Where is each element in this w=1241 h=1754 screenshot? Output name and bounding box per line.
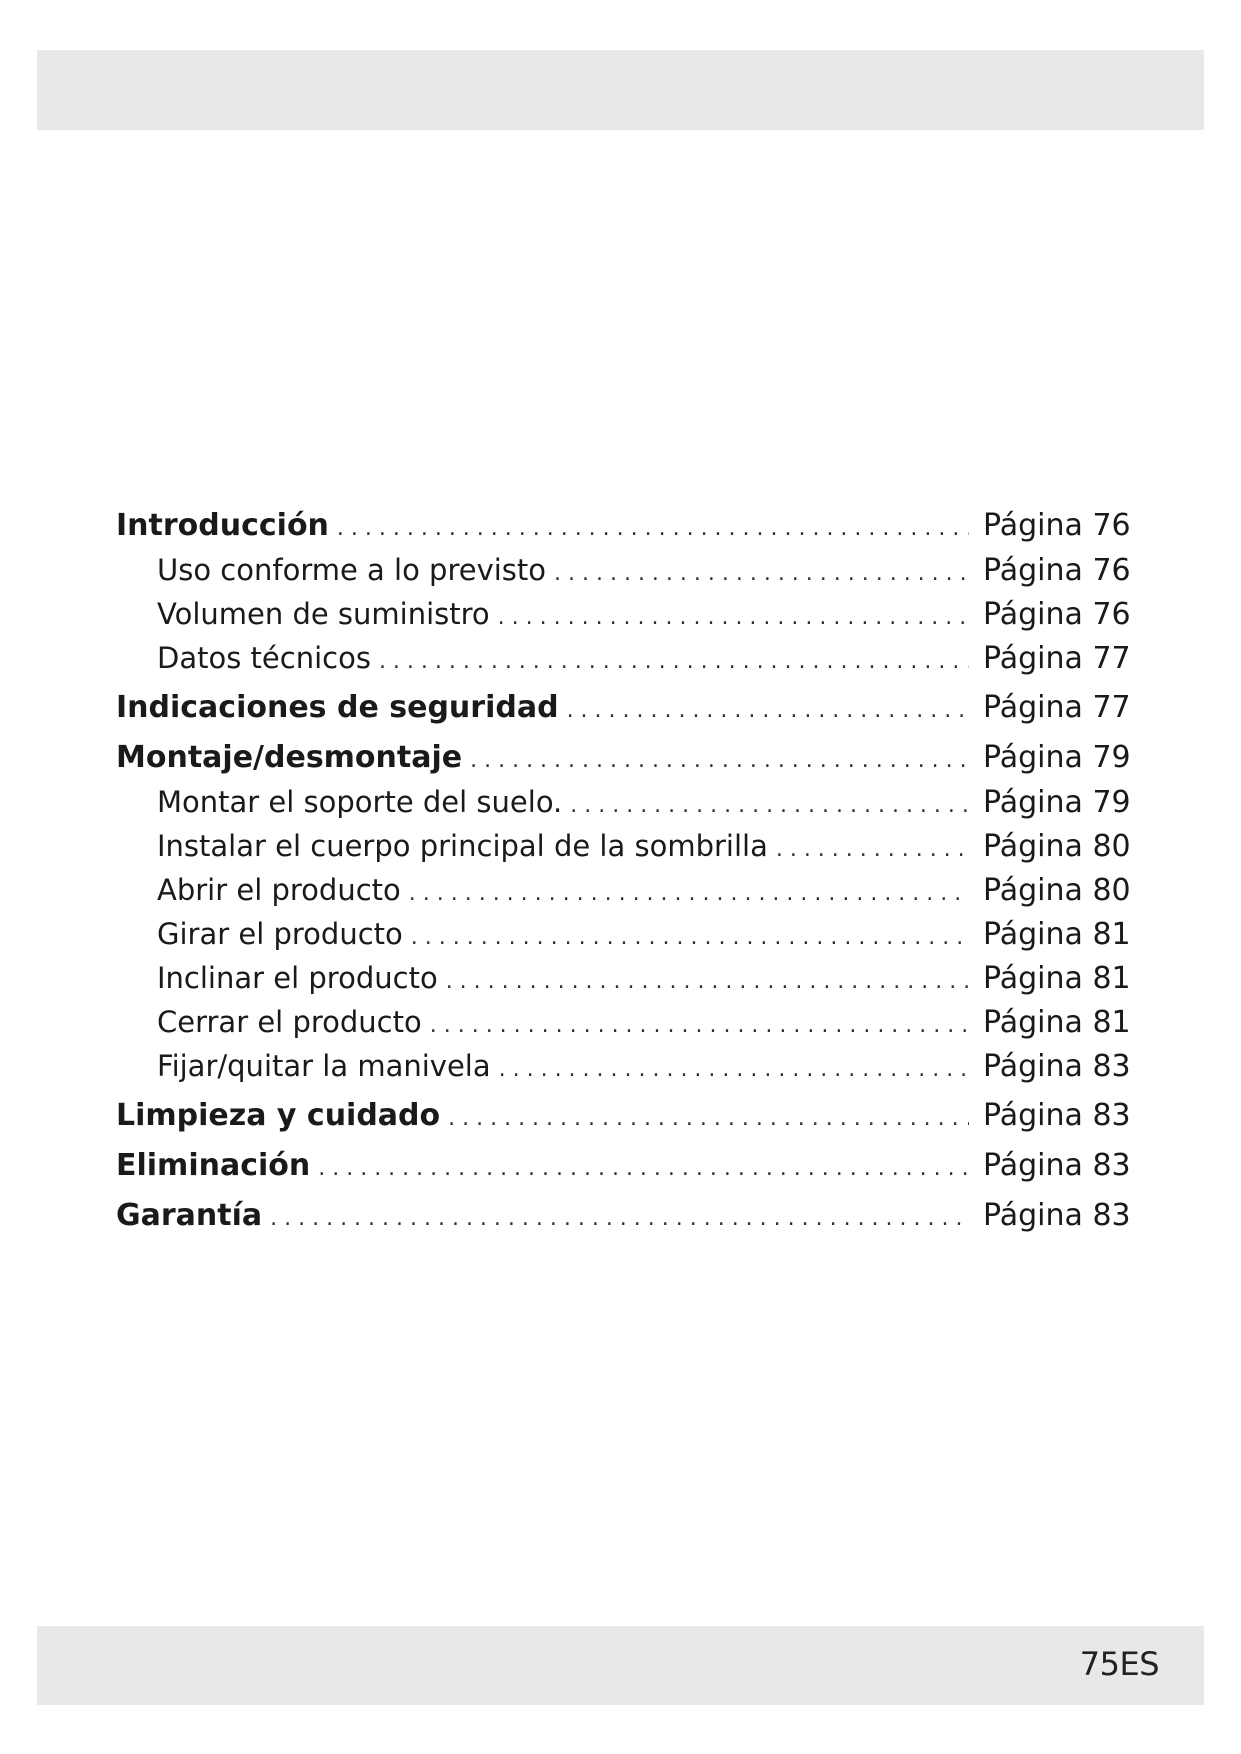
toc-entry-page: Página 80	[983, 829, 1131, 864]
toc-dot-leader	[498, 592, 969, 640]
table-of-contents	[116, 504, 1131, 1238]
toc-dot-leader	[446, 956, 969, 1004]
toc-entry-limpieza-cuidado[interactable]	[116, 1094, 1131, 1138]
toc-entry-label: Volumen de suministro	[157, 597, 490, 631]
toc-entry-uso-conforme[interactable]	[116, 548, 1131, 592]
toc-dot-leader	[499, 1044, 969, 1092]
toc-entry-label: Montar el soporte del suelo.	[157, 785, 563, 819]
toc-entry-garantia[interactable]	[116, 1194, 1131, 1238]
toc-entry-fijar-quitar-manivela[interactable]	[116, 1044, 1131, 1088]
toc-entry-page: Página 83	[983, 1098, 1131, 1133]
footer-band	[37, 1626, 1204, 1705]
toc-entry-girar-producto[interactable]	[116, 912, 1131, 956]
toc-entry-label: Girar el producto	[157, 917, 403, 951]
toc-entry-label: Introducción	[116, 508, 329, 543]
toc-entry-label: Datos técnicos	[157, 641, 371, 675]
toc-entry-label: Eliminación	[116, 1148, 311, 1183]
toc-dot-leader	[554, 548, 969, 596]
toc-entry-page: Página 76	[983, 508, 1131, 543]
toc-dot-leader	[470, 736, 969, 783]
toc-entry-page: Página 80	[983, 873, 1131, 908]
toc-entry-page: Página 77	[983, 641, 1131, 676]
toc-entry-introduccion[interactable]	[116, 504, 1131, 548]
toc-entry-page: Página 81	[983, 961, 1131, 996]
toc-dot-leader	[270, 1194, 969, 1241]
toc-entry-label: Limpieza y cuidado	[116, 1098, 441, 1133]
toc-entry-label: Garantía	[116, 1198, 263, 1233]
toc-entry-label: Uso conforme a lo previsto	[157, 553, 547, 587]
page-number: 75ES	[1079, 1645, 1159, 1683]
toc-entry-abrir-producto[interactable]	[116, 868, 1131, 912]
toc-entry-page: Página 83	[983, 1049, 1131, 1084]
toc-entry-page: Página 79	[983, 785, 1131, 820]
toc-entry-inclinar-producto[interactable]	[116, 956, 1131, 1000]
toc-entry-label: Abrir el producto	[157, 873, 401, 907]
toc-entry-page: Página 77	[983, 690, 1131, 725]
toc-dot-leader	[409, 868, 969, 916]
toc-entry-label: Inclinar el producto	[157, 961, 438, 995]
toc-entry-label: Montaje/desmontaje	[116, 740, 463, 775]
toc-entry-page: Página 81	[983, 1005, 1131, 1040]
toc-entry-indicaciones-seguridad[interactable]	[116, 686, 1131, 730]
toc-entry-label: Fijar/quitar la manivela	[157, 1049, 491, 1083]
toc-entry-montaje-desmontaje[interactable]	[116, 736, 1131, 780]
toc-dot-leader	[379, 636, 969, 684]
toc-entry-montar-soporte[interactable]	[116, 780, 1131, 824]
toc-entry-page: Página 83	[983, 1198, 1131, 1233]
toc-entry-datos-tecnicos[interactable]	[116, 636, 1131, 680]
toc-dot-leader	[776, 824, 969, 872]
toc-dot-leader	[448, 1094, 969, 1141]
header-band	[37, 50, 1204, 130]
toc-entry-eliminacion[interactable]	[116, 1144, 1131, 1188]
toc-entry-volumen-suministro[interactable]	[116, 592, 1131, 636]
toc-dot-leader	[337, 504, 969, 551]
toc-entry-page: Página 76	[983, 553, 1131, 588]
toc-entry-page: Página 79	[983, 740, 1131, 775]
toc-entry-label: Indicaciones de seguridad	[116, 690, 559, 725]
toc-entry-page: Página 81	[983, 917, 1131, 952]
toc-dot-leader	[318, 1144, 969, 1191]
toc-dot-leader	[411, 912, 969, 960]
toc-entry-cerrar-producto[interactable]	[116, 1000, 1131, 1044]
toc-dot-leader	[567, 686, 969, 733]
toc-entry-page: Página 83	[983, 1148, 1131, 1183]
toc-entry-page: Página 76	[983, 597, 1131, 632]
toc-entry-instalar-cuerpo[interactable]	[116, 824, 1131, 868]
toc-dot-leader	[430, 1000, 969, 1048]
toc-entry-label: Cerrar el producto	[157, 1005, 422, 1039]
toc-entry-label: Instalar el cuerpo principal de la sombrilla	[157, 829, 768, 863]
toc-dot-leader	[570, 780, 969, 828]
